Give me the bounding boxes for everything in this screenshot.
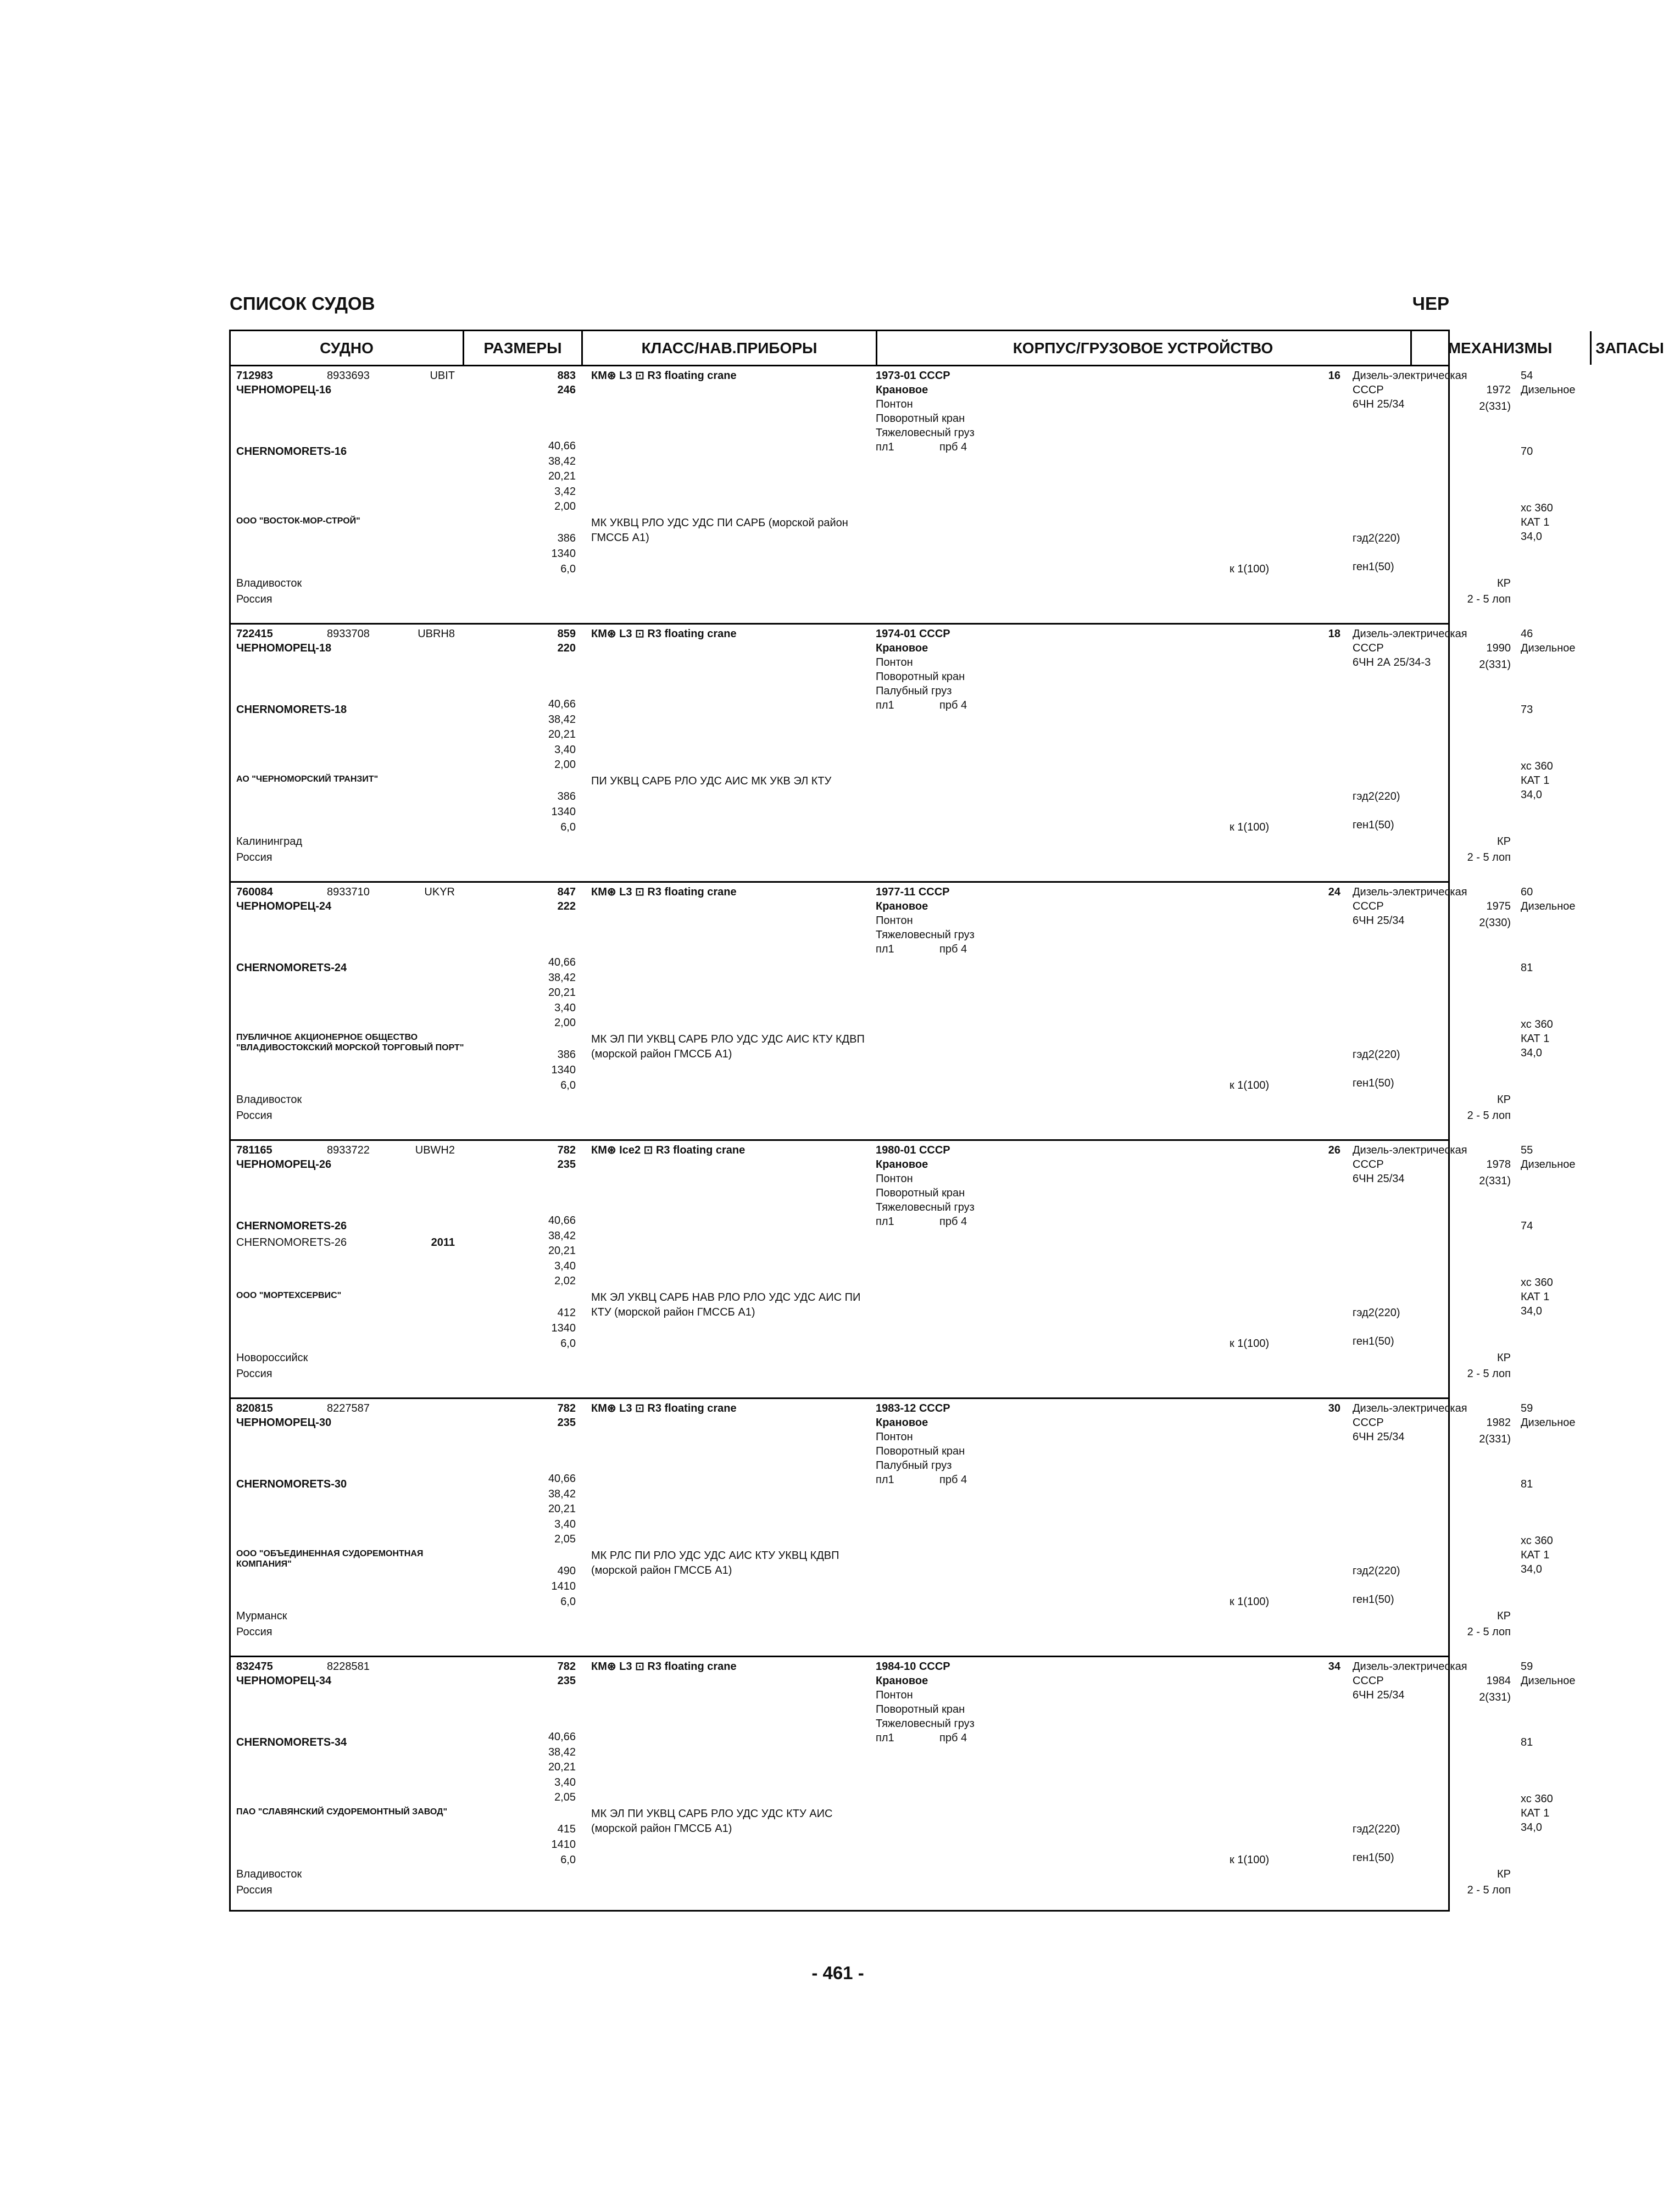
dimension-extra: 6,0 bbox=[560, 1079, 576, 1091]
dims-item: 20,21 bbox=[548, 1503, 576, 1516]
engine-power: 2(331) bbox=[1479, 1433, 1511, 1445]
dims-item: 3,40 bbox=[554, 1518, 576, 1530]
dims-item: 38,42 bbox=[548, 1746, 576, 1758]
propulsion-type: Дизель-электрическая bbox=[1353, 1402, 1467, 1414]
gross-tonnage: 859 bbox=[557, 628, 576, 640]
propulsion-type: Дизель-электрическая bbox=[1353, 1144, 1467, 1156]
crane-capacity: к 1(100) bbox=[1230, 821, 1270, 833]
engine-model: 6ЧН 25/34 bbox=[1353, 915, 1405, 927]
dims-item: 2,02 bbox=[554, 1275, 576, 1288]
displacement: 1340 bbox=[551, 806, 576, 818]
net-tonnage: 220 bbox=[557, 642, 576, 654]
main-dimensions bbox=[532, 439, 576, 515]
generator: ген1(50) bbox=[1353, 1594, 1394, 1606]
deadweight: 415 bbox=[557, 1823, 576, 1835]
generator: ген1(50) bbox=[1353, 1077, 1394, 1089]
navigation-equipment: МК ЭЛ ПИ УКВЦ САРБ РЛО УДС УДС КТУ АИС (морской район ГМССБ А1) bbox=[591, 1808, 833, 1835]
fuel-capacity: 60 bbox=[1521, 886, 1533, 898]
fuel-capacity: 46 bbox=[1521, 628, 1533, 640]
engine-power: 2(331) bbox=[1479, 659, 1511, 671]
stock-lines-item: хс 360 bbox=[1521, 1018, 1553, 1030]
ship-record-820815 bbox=[231, 1399, 1576, 1657]
dims-item: 3,40 bbox=[554, 1776, 576, 1789]
ship-owner: ПУБЛИЧНОЕ АКЦИОНЕРНОЕ ОБЩЕСТВО "ВЛАДИВОСТОКСКИЙ МОРСКОЙ ТОРГОВЫЙ ПОРТ" bbox=[236, 1033, 464, 1052]
home-port: Калининград bbox=[236, 835, 303, 848]
deadweight: 412 bbox=[557, 1307, 576, 1319]
engine-model: 6ЧН 2А 25/34-3 bbox=[1353, 656, 1431, 669]
registry-number: 820815 bbox=[236, 1402, 273, 1414]
home-port: Владивосток bbox=[236, 577, 302, 589]
engine-year: 1975 bbox=[1486, 900, 1511, 912]
main-dimensions bbox=[532, 955, 576, 1031]
hull-lines-item: Понтон bbox=[876, 1431, 913, 1443]
engine-year: 1978 bbox=[1486, 1158, 1511, 1171]
class-notation: КМ⊛ L3 ⊡ R3 floating crane bbox=[591, 628, 737, 640]
navigation-equipment: МК ЭЛ УКВЦ САРБ НАВ РЛО РЛО УДС УДС АИС ПИ КТУ (морской район ГМССБ А1) bbox=[591, 1291, 861, 1318]
navigation-equipment: ПИ УКВЦ САРБ РЛО УДС АИС МК УКВ ЭЛ КТУ bbox=[591, 775, 832, 787]
propeller-type: КР bbox=[1497, 577, 1511, 589]
home-port: Владивосток bbox=[236, 1868, 302, 1880]
ship-owner: ООО "ОБЪЕДИНЕННАЯ СУДОРЕМОНТНАЯ КОМПАНИЯ" bbox=[236, 1549, 424, 1569]
hull-number: 24 bbox=[1328, 886, 1340, 898]
registry-number: 712983 bbox=[236, 370, 273, 382]
displacement: 1340 bbox=[551, 1322, 576, 1334]
dimension-extra: 6,0 bbox=[560, 821, 576, 833]
hull-lines-item: Понтон bbox=[876, 915, 913, 927]
fuel-type: Дизельное bbox=[1521, 384, 1576, 396]
stock-lines-item: 34,0 bbox=[1521, 789, 1542, 801]
stock-lines-item: хс 360 bbox=[1521, 1793, 1553, 1805]
gross-tonnage: 847 bbox=[557, 886, 576, 898]
hull-lines-item: Понтон bbox=[876, 656, 913, 669]
engine-country: СССР bbox=[1353, 1675, 1384, 1687]
engine-country: СССР bbox=[1353, 642, 1384, 654]
deck-count: пл1 bbox=[876, 943, 894, 955]
electric-motor: гэд2(220) bbox=[1353, 1307, 1400, 1319]
stock-lines-item: хс 360 bbox=[1521, 1277, 1553, 1289]
ship-record-712983 bbox=[231, 366, 1576, 625]
stock-lines-item: 34,0 bbox=[1521, 531, 1542, 543]
column-header-dimensions: РАЗМЕРЫ bbox=[483, 339, 562, 356]
ship-name-ru: ЧЕРНОМОРЕЦ-30 bbox=[236, 1417, 332, 1429]
stock-lines-item: 34,0 bbox=[1521, 1821, 1542, 1834]
deck-count: пл1 bbox=[876, 441, 894, 453]
navigation-equipment: МК РЛС ПИ РЛО УДС УДС АИС КТУ УКВЦ КДВП (морской район ГМССБ А1) bbox=[591, 1550, 839, 1576]
imo-number: 8933693 bbox=[327, 370, 370, 382]
hull-lines-item: Поворотный кран bbox=[876, 413, 965, 425]
ship-record-760084 bbox=[231, 883, 1576, 1141]
fuel-capacity: 59 bbox=[1521, 1661, 1533, 1673]
hull-number: 30 bbox=[1328, 1402, 1340, 1414]
displacement: 1410 bbox=[551, 1839, 576, 1851]
crane-capacity: к 1(100) bbox=[1230, 1596, 1270, 1608]
hull-lines-item: Понтон bbox=[876, 1173, 913, 1185]
hull-lines-item: Понтон bbox=[876, 398, 913, 410]
column-header-class: КЛАСС/НАВ.ПРИБОРЫ bbox=[641, 339, 817, 356]
hull-lines-item: Понтон bbox=[876, 1689, 913, 1701]
ship-name-en: CHERNOMORETS-24 bbox=[236, 962, 347, 974]
net-tonnage: 235 bbox=[557, 1417, 576, 1429]
column-header-vessel: СУДНО bbox=[320, 339, 374, 356]
engine-power: 2(331) bbox=[1479, 1691, 1511, 1703]
engine-model: 6ЧН 25/34 bbox=[1353, 1689, 1405, 1701]
ship-name-en: CHERNOMORETS-34 bbox=[236, 1736, 347, 1748]
propeller-blades: 2 - 5 лоп bbox=[1467, 851, 1511, 864]
column-header-hull: КОРПУС/ГРУЗОВОЕ УСТРОЙСТВО bbox=[1013, 339, 1273, 356]
dims-item: 2,00 bbox=[554, 500, 576, 513]
ship-record-722415 bbox=[231, 625, 1576, 883]
deck-count: пл1 bbox=[876, 699, 894, 711]
fuel-type: Дизельное bbox=[1521, 1675, 1576, 1687]
hull-number: 16 bbox=[1328, 370, 1340, 382]
net-tonnage: 235 bbox=[557, 1675, 576, 1687]
navigation-equipment: МК УКВЦ РЛО УДС УДС ПИ САРБ (морской район ГМССБ А1) bbox=[591, 517, 848, 544]
generator: ген1(50) bbox=[1353, 1852, 1394, 1864]
deadweight: 386 bbox=[557, 790, 576, 803]
hull-lines-item: Поворотный кран bbox=[876, 1187, 965, 1199]
electric-motor: гэд2(220) bbox=[1353, 1565, 1400, 1577]
hull-lines-item: Поворотный кран bbox=[876, 1445, 965, 1457]
dimension-extra: 6,0 bbox=[560, 1596, 576, 1608]
dims-item: 40,66 bbox=[548, 1215, 576, 1227]
hull-type: Крановое bbox=[876, 900, 928, 912]
build-date-country: 1973-01 СССР bbox=[876, 370, 950, 382]
bulkheads: прб 4 bbox=[939, 1732, 967, 1744]
hull-lines-item: Палубный груз bbox=[876, 1459, 952, 1472]
stock-lines-item: КАТ 1 bbox=[1521, 1807, 1550, 1819]
stock-lines-item: хс 360 bbox=[1521, 760, 1553, 772]
ship-name-ru: ЧЕРНОМОРЕЦ-18 bbox=[236, 642, 332, 654]
class-notation: КМ⊛ L3 ⊡ R3 floating crane bbox=[591, 1402, 737, 1414]
call-sign: UKYR bbox=[424, 886, 455, 898]
engine-model: 6ЧН 25/34 bbox=[1353, 1173, 1405, 1185]
call-sign: UBRH8 bbox=[418, 628, 455, 640]
stock-lines-item: 34,0 bbox=[1521, 1047, 1542, 1059]
propeller-type: КР bbox=[1497, 1352, 1511, 1364]
hull-lines-item: Тяжеловесный груз bbox=[876, 1201, 975, 1213]
stock-lines-item: КАТ 1 bbox=[1521, 1291, 1550, 1303]
main-dimensions bbox=[532, 697, 576, 773]
propeller-type: КР bbox=[1497, 1868, 1511, 1880]
engine-model: 6ЧН 25/34 bbox=[1353, 398, 1405, 410]
imo-number: 8227587 bbox=[327, 1402, 370, 1414]
dims-item: 40,66 bbox=[548, 698, 576, 710]
hull-type: Крановое bbox=[876, 1675, 928, 1687]
hull-lines-item: Поворотный кран bbox=[876, 671, 965, 683]
ship-name-en: CHERNOMORETS-30 bbox=[236, 1478, 347, 1490]
dimension-extra: 6,0 bbox=[560, 1854, 576, 1866]
generator: ген1(50) bbox=[1353, 819, 1394, 831]
bulkheads: прб 4 bbox=[939, 1216, 967, 1228]
propeller-type: КР bbox=[1497, 1094, 1511, 1106]
displacement: 1410 bbox=[551, 1580, 576, 1592]
crane-capacity: к 1(100) bbox=[1230, 1079, 1270, 1091]
imo-number: 8933708 bbox=[327, 628, 370, 640]
imo-number: 8933722 bbox=[327, 1144, 370, 1156]
call-sign: UBWH2 bbox=[415, 1144, 455, 1156]
ship-owner: ООО "МОРТЕХСЕРВИС" bbox=[236, 1291, 342, 1300]
water-stores: 81 bbox=[1521, 1478, 1533, 1490]
dimension-extra: 6,0 bbox=[560, 1338, 576, 1350]
displacement: 1340 bbox=[551, 548, 576, 560]
navigation-equipment: МК ЭЛ ПИ УКВЦ САРБ РЛО УДС УДС АИС КТУ КДВП (морской район ГМССБ А1) bbox=[591, 1033, 865, 1060]
dims-item: 38,42 bbox=[548, 713, 576, 726]
engine-country: СССР bbox=[1353, 384, 1384, 396]
stock-lines-item: хс 360 bbox=[1521, 502, 1553, 514]
ship-record-832475 bbox=[231, 1657, 1576, 1915]
engine-year: 1984 bbox=[1486, 1675, 1511, 1687]
dims-item: 40,66 bbox=[548, 956, 576, 968]
flag-country: Россия bbox=[236, 1884, 272, 1896]
page-number: - 461 - bbox=[811, 1963, 864, 1983]
ship-name-en: CHERNOMORETS-16 bbox=[236, 445, 347, 458]
net-tonnage: 246 bbox=[557, 384, 576, 396]
crane-capacity: к 1(100) bbox=[1230, 1854, 1270, 1866]
hull-number: 34 bbox=[1328, 1661, 1340, 1673]
dims-item: 38,42 bbox=[548, 455, 576, 467]
deck-count: пл1 bbox=[876, 1216, 894, 1228]
fuel-capacity: 55 bbox=[1521, 1144, 1533, 1156]
propeller-blades: 2 - 5 лоп bbox=[1467, 1368, 1511, 1380]
dimension-extra: 6,0 bbox=[560, 563, 576, 575]
ship-name-en: CHERNOMORETS-18 bbox=[236, 704, 347, 716]
fuel-type: Дизельное bbox=[1521, 1158, 1576, 1171]
engine-country: СССР bbox=[1353, 900, 1384, 912]
ship-owner: АО "ЧЕРНОМОРСКИЙ ТРАНЗИТ" bbox=[236, 775, 379, 784]
section-code: ЧЕР bbox=[1412, 293, 1449, 314]
dims-item: 3,42 bbox=[554, 485, 576, 498]
former-name: CHERNOMORETS-26 bbox=[236, 1236, 347, 1249]
water-stores: 73 bbox=[1521, 704, 1533, 716]
hull-type: Крановое bbox=[876, 1417, 928, 1429]
propeller-type: КР bbox=[1497, 1610, 1511, 1622]
main-dimensions bbox=[532, 1213, 576, 1289]
flag-country: Россия bbox=[236, 851, 272, 864]
registry-number: 781165 bbox=[236, 1144, 272, 1156]
net-tonnage: 222 bbox=[557, 900, 576, 912]
build-date-country: 1977-11 СССР bbox=[876, 886, 950, 898]
dims-item: 38,42 bbox=[548, 1229, 576, 1242]
column-header-stores: ЗАПАСЫ bbox=[1595, 339, 1664, 356]
imo-number: 8228581 bbox=[327, 1661, 370, 1673]
gross-tonnage: 782 bbox=[557, 1402, 576, 1414]
propulsion-type: Дизель-электрическая bbox=[1353, 886, 1467, 898]
fuel-type: Дизельное bbox=[1521, 1417, 1576, 1429]
dims-item: 3,40 bbox=[554, 1260, 576, 1272]
flag-country: Россия bbox=[236, 1110, 272, 1122]
bulkheads: прб 4 bbox=[939, 699, 967, 711]
dims-item: 3,40 bbox=[554, 743, 576, 756]
registry-number: 760084 bbox=[236, 886, 273, 898]
engine-country: СССР bbox=[1353, 1158, 1384, 1171]
flag-country: Россия bbox=[236, 1626, 272, 1638]
dims-item: 2,00 bbox=[554, 1017, 576, 1029]
deck-count: пл1 bbox=[876, 1474, 894, 1486]
ship-register-table bbox=[229, 330, 1664, 1912]
dims-item: 40,66 bbox=[548, 1473, 576, 1485]
hull-type: Крановое bbox=[876, 384, 928, 396]
dims-item: 20,21 bbox=[548, 987, 576, 999]
gross-tonnage: 782 bbox=[557, 1661, 576, 1673]
dims-item: 20,21 bbox=[548, 1245, 576, 1257]
propeller-blades: 2 - 5 лоп bbox=[1467, 593, 1511, 605]
home-port: Владивосток bbox=[236, 1094, 302, 1106]
dims-item: 38,42 bbox=[548, 1488, 576, 1500]
class-notation: КМ⊛ Ice2 ⊡ R3 floating crane bbox=[591, 1144, 746, 1156]
hull-lines-item: Тяжеловесный груз bbox=[876, 929, 975, 941]
ship-name-ru: ЧЕРНОМОРЕЦ-16 bbox=[236, 384, 332, 396]
column-header-machinery: МЕХАНИЗМЫ bbox=[1448, 339, 1553, 356]
generator: ген1(50) bbox=[1353, 1335, 1394, 1347]
fuel-type: Дизельное bbox=[1521, 642, 1576, 654]
ship-owner: ООО "ВОСТОК-МОР-СТРОЙ" bbox=[236, 516, 360, 526]
engine-power: 2(331) bbox=[1479, 400, 1511, 413]
propulsion-type: Дизель-электрическая bbox=[1353, 628, 1467, 640]
water-stores: 74 bbox=[1521, 1220, 1533, 1232]
water-stores: 81 bbox=[1521, 962, 1533, 974]
ship-name-ru: ЧЕРНОМОРЕЦ-24 bbox=[236, 900, 332, 912]
stock-lines-item: хс 360 bbox=[1521, 1535, 1553, 1547]
fuel-capacity: 54 bbox=[1521, 370, 1533, 382]
engine-model: 6ЧН 25/34 bbox=[1353, 1431, 1405, 1443]
dims-item: 40,66 bbox=[548, 1731, 576, 1743]
deadweight: 490 bbox=[557, 1565, 576, 1577]
main-dimensions bbox=[532, 1472, 576, 1547]
hull-number: 18 bbox=[1328, 628, 1340, 640]
stock-lines-item: КАТ 1 bbox=[1521, 775, 1550, 787]
electric-motor: гэд2(220) bbox=[1353, 1823, 1400, 1835]
class-notation: КМ⊛ L3 ⊡ R3 floating crane bbox=[591, 886, 737, 898]
dims-item: 2,05 bbox=[554, 1791, 576, 1804]
class-notation: КМ⊛ L3 ⊡ R3 floating crane bbox=[591, 370, 737, 382]
propulsion-type: Дизель-электрическая bbox=[1353, 370, 1467, 382]
hull-lines-item: Тяжеловесный груз bbox=[876, 427, 975, 439]
fuel-type: Дизельное bbox=[1521, 900, 1576, 912]
build-date-country: 1974-01 СССР bbox=[876, 628, 950, 640]
displacement: 1340 bbox=[551, 1064, 576, 1076]
electric-motor: гэд2(220) bbox=[1353, 1049, 1400, 1061]
fuel-capacity: 59 bbox=[1521, 1402, 1533, 1414]
main-dimensions bbox=[532, 1730, 576, 1806]
propulsion-type: Дизель-электрическая bbox=[1353, 1661, 1467, 1673]
deadweight: 386 bbox=[557, 532, 576, 544]
ship-owner: ПАО "СЛАВЯНСКИЙ СУДОРЕМОНТНЫЙ ЗАВОД" bbox=[236, 1807, 448, 1817]
ship-name-en: CHERNOMORETS-26 bbox=[236, 1220, 347, 1232]
ship-name-ru: ЧЕРНОМОРЕЦ-26 bbox=[236, 1158, 332, 1171]
crane-capacity: к 1(100) bbox=[1230, 563, 1270, 575]
stock-lines-item: КАТ 1 bbox=[1521, 1549, 1550, 1561]
engine-power: 2(331) bbox=[1479, 1175, 1511, 1187]
dims-item: 38,42 bbox=[548, 971, 576, 984]
stock-lines-item: КАТ 1 bbox=[1521, 1033, 1550, 1045]
propeller-blades: 2 - 5 лоп bbox=[1467, 1626, 1511, 1638]
deck-count: пл1 bbox=[876, 1732, 894, 1744]
dims-item: 2,00 bbox=[554, 759, 576, 771]
registry-number: 722415 bbox=[236, 628, 273, 640]
electric-motor: гэд2(220) bbox=[1353, 532, 1400, 544]
engine-power: 2(330) bbox=[1479, 917, 1511, 929]
engine-year: 1990 bbox=[1486, 642, 1511, 654]
bulkheads: прб 4 bbox=[939, 943, 967, 955]
gross-tonnage: 782 bbox=[557, 1144, 576, 1156]
ship-name-ru: ЧЕРНОМОРЕЦ-34 bbox=[236, 1675, 332, 1687]
ship-record-781165 bbox=[231, 1141, 1576, 1399]
home-port: Новороссийск bbox=[236, 1352, 308, 1364]
build-date-country: 1980-01 СССР bbox=[876, 1144, 950, 1156]
registry-number: 832475 bbox=[236, 1661, 273, 1673]
gross-tonnage: 883 bbox=[557, 370, 576, 382]
flag-country: Россия bbox=[236, 1368, 272, 1380]
dims-item: 2,05 bbox=[554, 1533, 576, 1546]
hull-type: Крановое bbox=[876, 642, 928, 654]
imo-number: 8933710 bbox=[327, 886, 370, 898]
stock-lines-item: 34,0 bbox=[1521, 1305, 1542, 1317]
hull-lines-item: Палубный груз bbox=[876, 685, 952, 697]
build-date-country: 1983-12 СССР bbox=[876, 1402, 950, 1414]
build-date-country: 1984-10 СССР bbox=[876, 1661, 950, 1673]
propeller-blades: 2 - 5 лоп bbox=[1467, 1884, 1511, 1896]
page-header bbox=[230, 290, 1449, 317]
propeller-blades: 2 - 5 лоп bbox=[1467, 1110, 1511, 1122]
dims-item: 40,66 bbox=[548, 440, 576, 452]
table-header-row bbox=[231, 331, 1664, 366]
crane-capacity: к 1(100) bbox=[1230, 1338, 1270, 1350]
dims-item: 3,40 bbox=[554, 1001, 576, 1014]
document-title: СПИСОК СУДОВ bbox=[230, 293, 375, 314]
engine-year: 1972 bbox=[1486, 384, 1511, 396]
hull-type: Крановое bbox=[876, 1158, 928, 1171]
dims-item: 20,21 bbox=[548, 1761, 576, 1774]
hull-lines-item: Тяжеловесный груз bbox=[876, 1718, 975, 1730]
engine-country: СССР bbox=[1353, 1417, 1384, 1429]
net-tonnage: 235 bbox=[557, 1158, 576, 1171]
water-stores: 70 bbox=[1521, 445, 1533, 458]
generator: ген1(50) bbox=[1353, 561, 1394, 573]
stock-lines-item: 34,0 bbox=[1521, 1563, 1542, 1575]
former-name-year: 2011 bbox=[431, 1236, 455, 1249]
stock-lines-item: КАТ 1 bbox=[1521, 516, 1550, 528]
water-stores: 81 bbox=[1521, 1736, 1533, 1748]
dims-item: 20,21 bbox=[548, 470, 576, 483]
hull-number: 26 bbox=[1328, 1144, 1340, 1156]
engine-year: 1982 bbox=[1486, 1417, 1511, 1429]
bulkheads: прб 4 bbox=[939, 1474, 967, 1486]
electric-motor: гэд2(220) bbox=[1353, 790, 1400, 803]
deadweight: 386 bbox=[557, 1049, 576, 1061]
class-notation: КМ⊛ L3 ⊡ R3 floating crane bbox=[591, 1661, 737, 1673]
flag-country: Россия bbox=[236, 593, 272, 605]
dims-item: 20,21 bbox=[548, 728, 576, 741]
call-sign: UBIT bbox=[430, 370, 455, 382]
hull-lines-item: Поворотный кран bbox=[876, 1703, 965, 1715]
bulkheads: прб 4 bbox=[939, 441, 967, 453]
home-port: Мурманск bbox=[236, 1610, 287, 1622]
propeller-type: КР bbox=[1497, 835, 1511, 848]
